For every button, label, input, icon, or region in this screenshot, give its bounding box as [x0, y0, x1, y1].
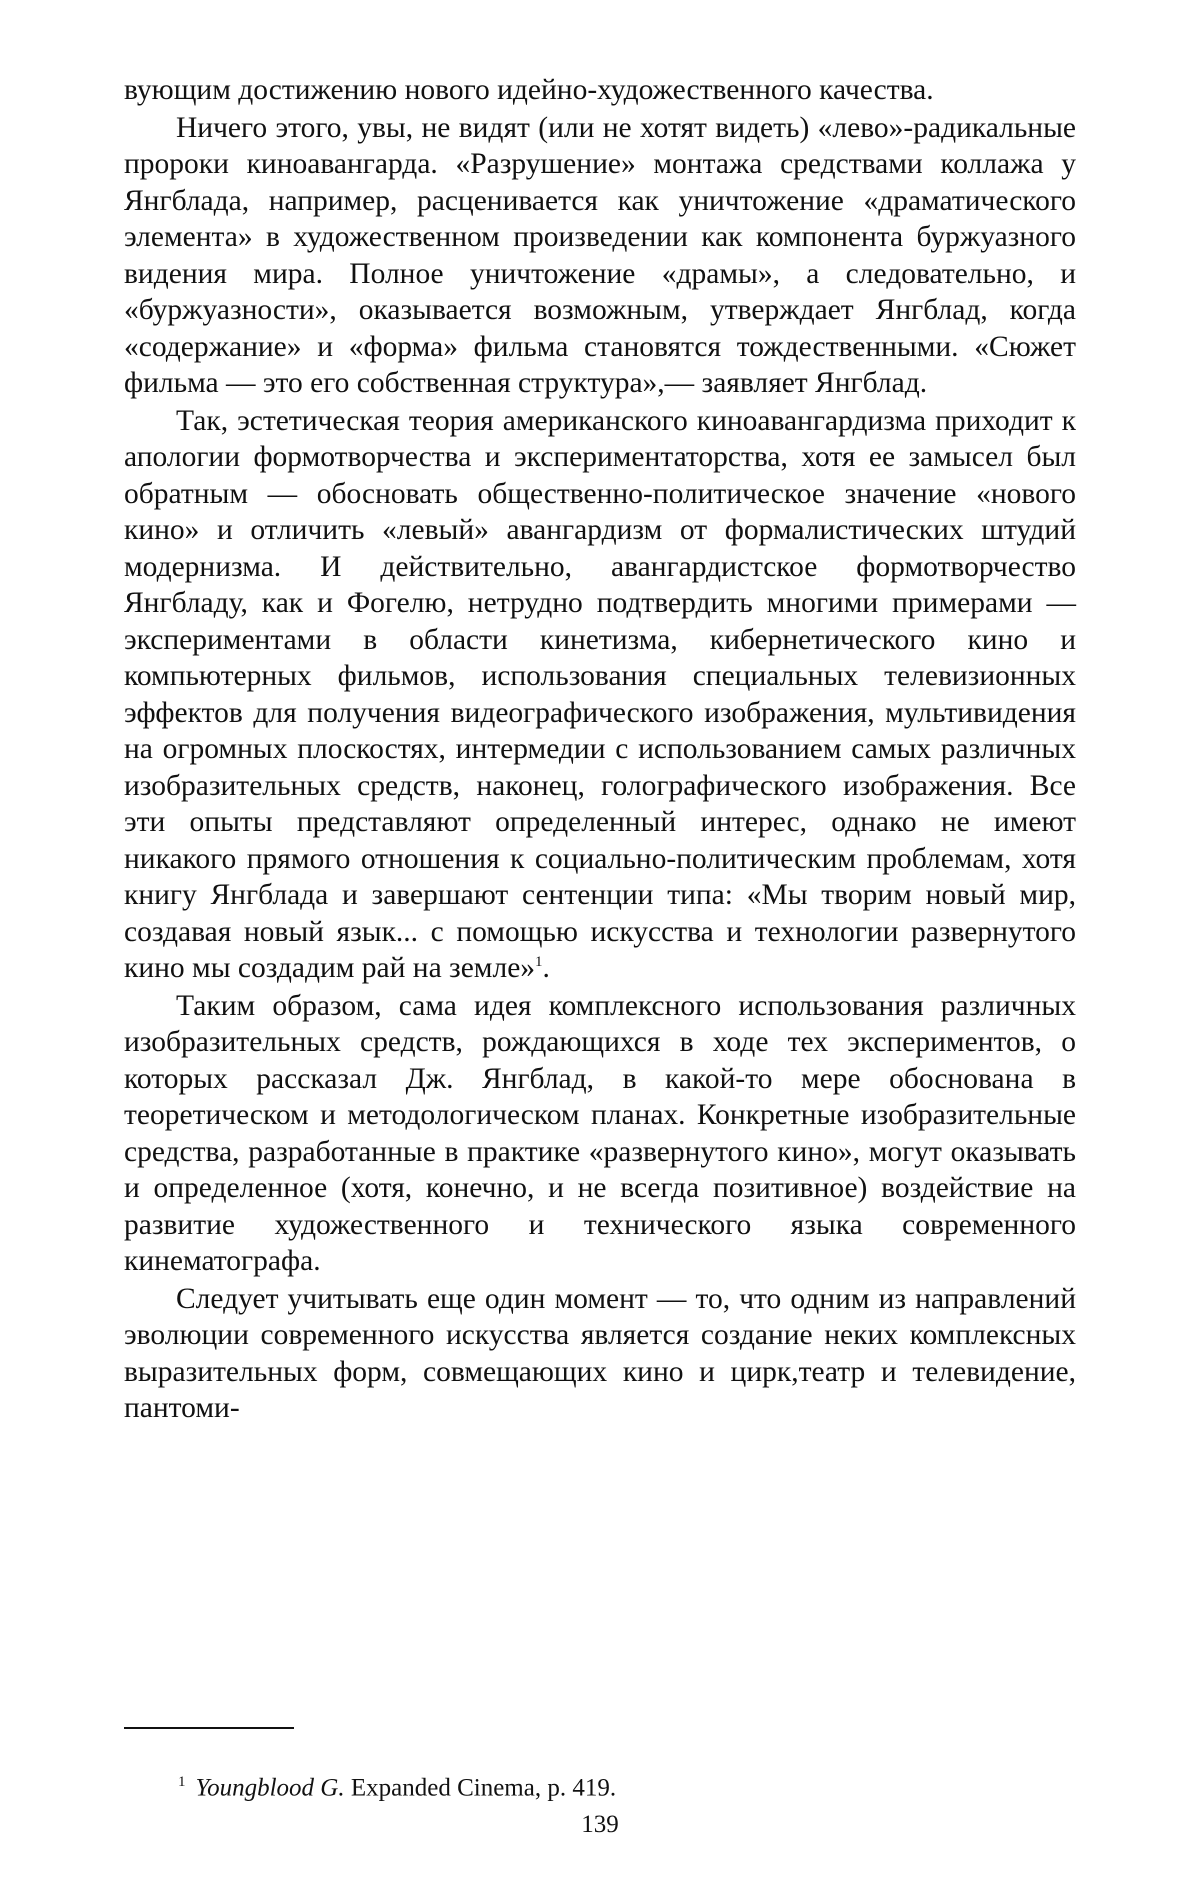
body-text: [124, 72, 1076, 1427]
paragraph-3-end: .: [542, 952, 550, 984]
footnote-mark: 1: [178, 1774, 186, 1790]
paragraph-3-text: Так, эстетическая теория американского киноавангардизма приходит к апологии формотворчества и экспериментаторства, хотя ее замысел был обратным — обосновать общественно-политическое значение «нового кино» и отличить «левый» авангардизм от формалистических штудий модернизма. И действительно, авангардистское формотворчество Янгбладу, как и Фогелю, нетрудно подтвердить многими примерами — экспериментами в области кинетизма, кибернетического кино и компьютерных фильмов, использования специальных телевизионных эффектов для получения видеографического изображения, мультивидения на огромных плоскостях, интермедии с использованием самых различных изобразительных средств, наконец, голографического изображения. Все эти опыты представляют определенный интерес, однако не имеют никакого прямого отношения к социально-политическим проблемам, хотя книгу Янгблада и завершают сентенции типа: «Мы творим новый мир, создавая новый язык... с помощью искусства и технологии развернутого кино мы создадим рай на земле»: [124, 404, 1076, 984]
paragraph-3: [124, 403, 1076, 987]
footnote-author: Youngblood G.: [195, 1774, 345, 1802]
footnote-divider: [124, 1727, 294, 1729]
footnote-source: Expanded Cinema, p. 419.: [350, 1774, 617, 1802]
paragraph-4: Таким образом, сама идея комплексного использования различных изобразительных средств, рождающихся в ходе тех экспериментов, о которых рассказал Дж. Янгблад, в какой-то мере обоснована в теоретическом и методологическом планах. Конкретные изобразительные средства, разработанные в практике «развернутого кино», могут оказывать и определенное (хотя, конечно, и не всегда позитивное) воздействие на развитие художественного и технического языка современного кинематографа.: [124, 989, 1076, 1277]
paragraph-2: Ничего этого, увы, не видят (или не хотят видеть) «лево»-радикальные пророки киноавангарда. «Разрушение» монтажа средствами коллажа у Янгблада, например, расценивается как уничтожение «драматического элемента» в художественном произведении как компонента буржуазного видения мира. Полное уничтожение «драмы», а следовательно, и «буржуазности», оказывается возможным, утверждает Янгблад, когда «содержание» и «форма» фильма становятся тождественными. «Сюжет фильма — это его собственная структура»,— заявляет Янгблад.: [124, 111, 1076, 399]
paragraph-5: Следует учитывать еще один момент — то, что одним из направлений эволюции современного искусства является создание неких комплексных выразительных форм, совмещающих кино и цирк,театр и телевидение, пантоми-: [124, 1282, 1076, 1424]
paragraph-1: вующим достижению нового идейно-художественного качества.: [124, 74, 934, 106]
page-number: 139: [581, 1811, 619, 1838]
footnote: [178, 1767, 1058, 1803]
footnote-reference[interactable]: 1: [535, 954, 543, 971]
